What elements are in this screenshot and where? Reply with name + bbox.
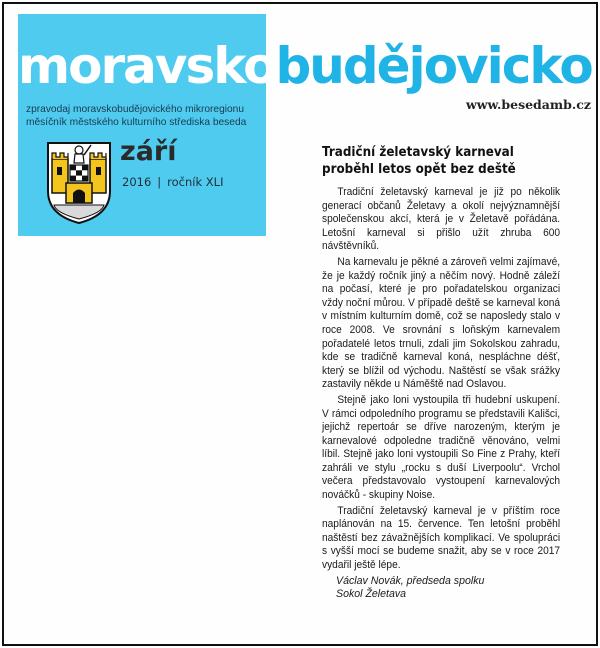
article-signature bbox=[322, 575, 560, 602]
tagline-line-1: zpravodaj moravskobudějovického mikroregionu bbox=[26, 104, 245, 115]
article-headline: Tradiční želetavský karneval proběhl letos opět bez deště bbox=[322, 144, 516, 177]
article bbox=[322, 144, 560, 602]
article-paragraph: Stejně jako loni vystoupila tři hudební uskupení. V rámci odpoledního programu se představili Kališci, jejichž repertoár se dříve narozeným, kterým je karnevalové odpoledne tradičně věnováno, velmi líbil. Stejně jako loni vystoupili So Fine z Prahy, kteří zahráli ve stylu „rocku s duší Liverpoolu“. Vrchol večera představovalo vystoupení karnevalových nováčků - skupiny Noise. bbox=[322, 393, 561, 502]
issue-volume: ročník XLI bbox=[167, 175, 224, 189]
article-paragraph: Tradiční želetavský karneval je již po několik generací občanů Želetavy a okolí nejvýznamnější společenskou akcí, která je v Želetavě pořádána. Letošní karneval si přišlo užít zhruba 600 návštěvníků. bbox=[322, 186, 561, 253]
issue-separator: | bbox=[157, 175, 162, 189]
article-paragraph: Tradiční želetavský karneval je v příštím roce naplánován na 15. července. Ten letošní proběhl naštěstí bez závažnějších komplikací. Ve spolupráci s vyšší mocí se budeme snažit, aby se v roce 2017 vydařil ještě lépe. bbox=[322, 504, 561, 572]
website-link[interactable]: www.besedamb.cz bbox=[466, 97, 591, 112]
newsletter-page bbox=[2, 2, 598, 646]
title-part-moravsko: moravsko bbox=[18, 37, 276, 95]
issue-month: září bbox=[120, 136, 177, 167]
signature-author: Václav Novák, předseda spolku bbox=[336, 574, 485, 587]
newsletter-title bbox=[18, 36, 592, 96]
issue-year: 2016 bbox=[122, 175, 152, 189]
article-paragraph: Na karnevalu je pěkné a zároveň velmi zajímavé, že je každý ročník jiný a něčím nový. Hodně záleží na počasí, které je pro pořadatelskou organizaci vždy noční můrou. V případě deště se karneval koná v místním kulturním domě, což se naposledy stalo v roce 2008. Ve srovnání s loňským karnevalem pořadatelé letos trnuli, zdali jim Sokolskou zahradu, kde se tradičně karneval koná, nespláchne déšť, který se blížil od východu. Naštěstí se však srážky zastavily někde u Náměště nad Oslavou. bbox=[322, 255, 561, 391]
coat-of-arms-icon bbox=[44, 139, 114, 230]
tagline-line-2: měsíčník městského kulturního střediska beseda bbox=[26, 117, 247, 128]
issue-info bbox=[122, 175, 223, 189]
title-part-budejovicko: budějovicko bbox=[275, 37, 592, 95]
signature-organization: Sokol Želetava bbox=[336, 588, 407, 601]
